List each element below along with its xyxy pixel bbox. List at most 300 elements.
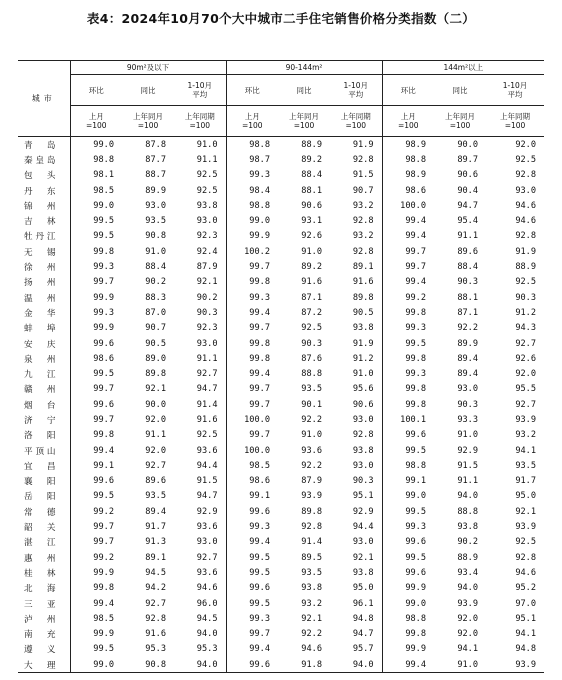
index-value: 99.4 <box>70 443 122 458</box>
index-value: 90.2 <box>457 537 479 548</box>
city-name: 泉州 <box>24 354 56 365</box>
index-value: 94.6 <box>196 583 218 594</box>
index-value: 93.8 <box>352 445 374 456</box>
index-value: 89.7 <box>457 154 479 165</box>
index-value: 95.0 <box>515 491 537 502</box>
index-value: 91.0 <box>457 430 479 441</box>
index-value: 87.8 <box>145 139 166 150</box>
index-value: 99.7 <box>226 428 278 443</box>
index-value: 92.5 <box>196 170 218 181</box>
index-value: 89.1 <box>352 262 374 273</box>
index-value: 99.4 <box>226 642 278 657</box>
header-row-bases <box>18 106 544 137</box>
index-value: 99.7 <box>70 519 122 534</box>
index-value: 99.6 <box>382 428 434 443</box>
table-row <box>18 229 544 244</box>
index-value: 88.4 <box>457 262 479 273</box>
index-value: 93.8 <box>301 583 322 594</box>
index-value: 92.0 <box>515 139 537 150</box>
index-value: 92.7 <box>515 338 537 349</box>
index-value: 99.2 <box>382 290 434 305</box>
city-name: 平顶山 <box>24 446 56 457</box>
city-name: 温州 <box>24 293 56 304</box>
prev-month-base: 上月 =100 <box>70 106 122 137</box>
index-value: 93.8 <box>352 567 374 578</box>
index-value: 99.4 <box>70 596 122 611</box>
index-value: 99.7 <box>70 275 122 290</box>
index-value: 99.0 <box>70 137 122 153</box>
index-value: 99.2 <box>70 504 122 519</box>
index-value: 92.8 <box>515 231 537 242</box>
index-value: 92.8 <box>352 216 374 227</box>
index-value: 91.7 <box>145 522 166 533</box>
index-value: 92.8 <box>352 246 374 257</box>
index-value: 87.6 <box>301 353 322 364</box>
index-value: 88.8 <box>301 369 322 380</box>
ytd-avg-header: 1-10月 平均 <box>330 75 382 106</box>
city-name: 吉林 <box>24 217 56 228</box>
index-value: 92.5 <box>196 430 218 441</box>
table-row <box>18 443 544 458</box>
index-value: 93.9 <box>301 491 322 502</box>
index-value: 87.9 <box>301 476 322 487</box>
index-value: 99.8 <box>382 351 434 366</box>
index-value: 90.3 <box>301 338 322 349</box>
prev-year-period-base: 上年同期 =100 <box>174 106 226 137</box>
index-value: 89.2 <box>301 154 322 165</box>
index-value: 96.0 <box>196 598 218 609</box>
index-value: 90.7 <box>145 323 166 334</box>
index-value: 99.0 <box>70 657 122 673</box>
index-value: 91.8 <box>278 657 330 673</box>
index-value: 91.4 <box>301 537 322 548</box>
index-value: 90.1 <box>301 399 322 410</box>
prev-year-month-base: 上年同月 =100 <box>122 106 174 137</box>
index-value: 98.6 <box>70 351 122 366</box>
city-name: 牡丹江 <box>24 232 56 243</box>
city-name: 泸州 <box>24 614 56 625</box>
index-value: 91.9 <box>352 338 374 349</box>
index-value: 93.5 <box>301 567 322 578</box>
index-value: 94.2 <box>145 583 166 594</box>
table-row <box>18 657 544 673</box>
index-value: 99.0 <box>226 213 278 228</box>
index-value: 91.7 <box>515 476 537 487</box>
group-header-large: 144m²以上 <box>382 61 544 75</box>
city-name: 秦皇岛 <box>24 155 56 166</box>
group-header-small: 90m²及以下 <box>70 61 226 75</box>
index-value: 92.0 <box>457 629 479 640</box>
table-row <box>18 535 544 550</box>
index-value: 99.4 <box>226 305 278 320</box>
ytd-avg-header: 1-10月 平均 <box>174 75 226 106</box>
city-name: 湛江 <box>24 538 56 549</box>
index-value: 99.7 <box>382 244 434 259</box>
index-value: 92.1 <box>515 506 537 517</box>
table-row <box>18 581 544 596</box>
index-value: 91.0 <box>352 369 374 380</box>
table-row <box>18 596 544 611</box>
index-value: 99.7 <box>70 412 122 427</box>
index-value: 95.3 <box>145 644 166 655</box>
index-value: 99.9 <box>70 565 122 580</box>
index-value: 92.2 <box>301 629 322 640</box>
index-value: 94.5 <box>196 613 218 624</box>
city-name: 九江 <box>24 370 56 381</box>
index-value: 93.6 <box>196 567 218 578</box>
city-name: 赣州 <box>24 385 56 396</box>
city-name: 惠州 <box>24 553 56 564</box>
index-value: 90.0 <box>145 399 166 410</box>
index-value: 99.8 <box>70 581 122 596</box>
index-value: 94.1 <box>515 629 537 640</box>
index-value: 99.4 <box>226 535 278 550</box>
prev-year-month-base: 上年同月 =100 <box>434 106 486 137</box>
index-value: 93.0 <box>352 460 374 471</box>
index-value: 93.5 <box>145 216 166 227</box>
index-value: 89.1 <box>145 552 166 563</box>
index-value: 99.7 <box>70 382 122 397</box>
index-value: 100.0 <box>226 443 278 458</box>
group-header-medium: 90-144m² <box>226 61 382 75</box>
index-value: 99.4 <box>382 213 434 228</box>
index-value: 93.8 <box>457 522 479 533</box>
table-row <box>18 550 544 565</box>
table-row <box>18 382 544 397</box>
index-value: 99.7 <box>382 259 434 274</box>
index-value: 92.1 <box>352 552 374 563</box>
index-value: 93.5 <box>515 460 537 471</box>
index-value: 93.0 <box>196 338 218 349</box>
index-value: 92.8 <box>301 522 322 533</box>
index-value: 90.3 <box>515 292 537 303</box>
index-value: 93.0 <box>457 384 479 395</box>
index-value: 98.7 <box>226 152 278 167</box>
index-value: 100.0 <box>226 412 278 427</box>
index-value: 88.3 <box>145 292 166 303</box>
index-value: 91.6 <box>301 277 322 288</box>
index-value: 87.7 <box>145 154 166 165</box>
index-value: 88.9 <box>301 139 322 150</box>
city-name: 韶关 <box>24 523 56 534</box>
index-value: 99.9 <box>382 581 434 596</box>
index-value: 92.0 <box>145 445 166 456</box>
index-value: 89.2 <box>301 262 322 273</box>
index-value: 90.0 <box>457 139 479 150</box>
index-value: 88.8 <box>457 506 479 517</box>
index-value: 94.6 <box>515 216 537 227</box>
index-value: 91.5 <box>352 170 374 181</box>
index-value: 93.8 <box>352 323 374 334</box>
index-value: 90.3 <box>457 399 479 410</box>
table-row <box>18 627 544 642</box>
index-value: 99.6 <box>226 657 278 673</box>
city-name: 安庆 <box>24 339 56 350</box>
index-value: 99.7 <box>226 259 278 274</box>
index-value: 99.9 <box>70 321 122 336</box>
index-value: 92.0 <box>145 414 166 425</box>
index-value: 88.9 <box>515 262 537 273</box>
index-value: 91.1 <box>457 231 479 242</box>
index-value: 94.6 <box>515 200 537 211</box>
index-value: 99.1 <box>226 489 278 504</box>
mom-header: 环比 <box>226 75 278 106</box>
index-value: 92.8 <box>145 613 166 624</box>
index-value: 99.6 <box>70 474 122 489</box>
index-value: 89.9 <box>145 185 166 196</box>
index-value: 92.0 <box>457 613 479 624</box>
index-value: 99.0 <box>70 198 122 213</box>
header-row-metrics <box>18 75 544 106</box>
index-value: 99.8 <box>382 382 434 397</box>
index-value: 93.6 <box>301 445 322 456</box>
index-value: 90.3 <box>196 307 218 318</box>
index-value: 98.8 <box>226 137 278 153</box>
index-value: 94.5 <box>145 567 166 578</box>
index-value: 97.0 <box>515 598 537 609</box>
index-value: 94.8 <box>515 644 537 655</box>
index-value: 98.9 <box>382 137 434 153</box>
index-value: 89.4 <box>145 506 166 517</box>
city-name: 常德 <box>24 507 56 518</box>
prev-year-period-base: 上年同期 =100 <box>330 106 382 137</box>
index-value: 94.8 <box>352 613 374 624</box>
index-value: 93.0 <box>352 537 374 548</box>
index-value: 99.5 <box>382 504 434 519</box>
city-name: 丹东 <box>24 186 56 197</box>
index-value: 91.2 <box>352 353 374 364</box>
table-row <box>18 397 544 412</box>
index-value: 92.1 <box>301 613 322 624</box>
index-value: 90.5 <box>145 338 166 349</box>
index-value: 100.0 <box>382 198 434 213</box>
index-value: 98.1 <box>70 168 122 183</box>
index-value: 99.8 <box>70 244 122 259</box>
city-name: 烟台 <box>24 400 56 411</box>
city-name: 岳阳 <box>24 492 56 503</box>
index-value: 94.0 <box>457 491 479 502</box>
table-row <box>18 351 544 366</box>
index-value: 98.9 <box>382 168 434 183</box>
index-value: 94.7 <box>196 384 218 395</box>
index-value: 93.9 <box>486 657 544 673</box>
index-value: 93.0 <box>145 200 166 211</box>
index-value: 89.5 <box>301 552 322 563</box>
city-name: 洛阳 <box>24 431 56 442</box>
index-value: 98.8 <box>382 611 434 626</box>
index-value: 87.9 <box>196 262 218 273</box>
index-value: 91.0 <box>301 430 322 441</box>
table-row <box>18 152 544 167</box>
index-value: 99.7 <box>226 382 278 397</box>
table-row <box>18 474 544 489</box>
index-value: 99.5 <box>70 642 122 657</box>
index-value: 92.1 <box>145 384 166 395</box>
yoy-header: 同比 <box>122 75 174 106</box>
index-value: 90.6 <box>457 170 479 181</box>
index-value: 99.2 <box>70 550 122 565</box>
index-value: 89.4 <box>457 353 479 364</box>
index-value: 89.6 <box>145 476 166 487</box>
index-value: 99.4 <box>382 657 434 673</box>
index-value: 95.1 <box>515 613 537 624</box>
index-value: 93.0 <box>196 537 218 548</box>
index-value: 99.5 <box>70 366 122 381</box>
index-value: 99.9 <box>226 229 278 244</box>
index-value: 88.4 <box>145 262 166 273</box>
index-value: 90.2 <box>196 292 218 303</box>
index-value: 91.6 <box>196 414 218 425</box>
index-value: 95.3 <box>196 644 218 655</box>
table-row <box>18 642 544 657</box>
index-value: 88.9 <box>457 552 479 563</box>
index-value: 90.7 <box>352 185 374 196</box>
index-value: 89.6 <box>457 246 479 257</box>
index-value: 98.8 <box>382 152 434 167</box>
index-value: 99.1 <box>382 474 434 489</box>
index-value: 98.5 <box>70 183 122 198</box>
index-value: 98.5 <box>70 611 122 626</box>
index-value: 92.2 <box>301 414 322 425</box>
index-value: 90.3 <box>352 476 374 487</box>
city-name: 遵义 <box>24 645 56 656</box>
city-name: 襄阳 <box>24 477 56 488</box>
table-row <box>18 519 544 534</box>
header-row-groups <box>18 61 544 75</box>
index-value: 89.9 <box>457 338 479 349</box>
table-row <box>18 611 544 626</box>
index-value: 94.4 <box>352 522 374 533</box>
table-row <box>18 366 544 381</box>
index-value: 99.8 <box>382 627 434 642</box>
index-value: 99.3 <box>382 321 434 336</box>
index-value: 92.8 <box>515 170 537 181</box>
index-value: 99.4 <box>382 229 434 244</box>
table-row <box>18 198 544 213</box>
city-name: 南充 <box>24 630 56 641</box>
index-value: 99.5 <box>70 489 122 504</box>
prev-year-period-base: 上年同期 =100 <box>486 106 544 137</box>
table-row <box>18 290 544 305</box>
index-value: 90.8 <box>145 231 166 242</box>
table-row <box>18 489 544 504</box>
index-value: 93.5 <box>301 384 322 395</box>
table-row <box>18 504 544 519</box>
index-value: 96.1 <box>352 598 374 609</box>
index-value: 99.6 <box>70 397 122 412</box>
index-value: 93.9 <box>515 414 537 425</box>
index-value: 94.0 <box>457 583 479 594</box>
index-value: 91.6 <box>352 277 374 288</box>
index-value: 88.7 <box>145 170 166 181</box>
index-value: 91.9 <box>515 246 537 257</box>
index-value: 91.1 <box>196 353 218 364</box>
city-name: 徐州 <box>24 263 56 274</box>
index-value: 99.1 <box>70 458 122 473</box>
city-column-header: 城市 <box>18 61 70 137</box>
index-value: 87.1 <box>457 307 479 318</box>
index-value: 91.5 <box>457 460 479 471</box>
index-value: 99.9 <box>70 627 122 642</box>
index-value: 99.5 <box>70 229 122 244</box>
index-value: 99.8 <box>226 275 278 290</box>
yoy-header: 同比 <box>278 75 330 106</box>
price-index-table <box>18 60 544 673</box>
table-row <box>18 458 544 473</box>
index-value: 94.4 <box>196 460 218 471</box>
index-value: 92.3 <box>196 323 218 334</box>
index-value: 91.4 <box>196 399 218 410</box>
table-row <box>18 412 544 427</box>
city-name: 济宁 <box>24 415 56 426</box>
index-value: 91.0 <box>301 246 322 257</box>
yoy-header: 同比 <box>434 75 486 106</box>
index-value: 95.1 <box>352 491 374 502</box>
index-value: 100.2 <box>226 244 278 259</box>
index-value: 89.0 <box>145 353 166 364</box>
index-value: 91.0 <box>145 246 166 257</box>
index-value: 100.1 <box>382 412 434 427</box>
table-row <box>18 565 544 580</box>
index-value: 94.6 <box>515 567 537 578</box>
index-value: 99.3 <box>226 168 278 183</box>
index-value: 99.6 <box>382 565 434 580</box>
index-value: 93.2 <box>352 231 374 242</box>
index-value: 93.2 <box>352 200 374 211</box>
index-value: 99.3 <box>226 611 278 626</box>
city-name: 金华 <box>24 308 56 319</box>
city-name: 无锡 <box>24 247 56 258</box>
index-value: 92.9 <box>457 445 479 456</box>
index-value: 98.8 <box>70 152 122 167</box>
index-value: 93.2 <box>515 430 537 441</box>
index-value: 91.0 <box>196 139 218 150</box>
index-value: 99.3 <box>382 366 434 381</box>
index-value: 95.2 <box>515 583 537 594</box>
index-value: 93.8 <box>196 200 218 211</box>
mom-header: 环比 <box>382 75 434 106</box>
index-value: 87.1 <box>301 292 322 303</box>
index-value: 93.6 <box>196 522 218 533</box>
index-value: 99.7 <box>226 321 278 336</box>
mom-header: 环比 <box>70 75 122 106</box>
index-value: 94.6 <box>301 644 322 655</box>
index-value: 87.2 <box>301 307 322 318</box>
index-value: 93.5 <box>145 491 166 502</box>
index-value: 90.6 <box>352 399 374 410</box>
index-value: 93.4 <box>457 567 479 578</box>
index-value: 92.1 <box>196 277 218 288</box>
index-value: 89.4 <box>457 369 479 380</box>
index-value: 91.6 <box>145 629 166 640</box>
index-value: 92.2 <box>301 460 322 471</box>
index-value: 95.0 <box>352 583 374 594</box>
index-value: 92.4 <box>196 246 218 257</box>
table-row <box>18 336 544 351</box>
index-value: 89.8 <box>301 506 322 517</box>
index-value: 93.1 <box>301 216 322 227</box>
city-name: 三亚 <box>24 599 56 610</box>
index-value: 92.7 <box>196 369 218 380</box>
index-value: 99.6 <box>382 535 434 550</box>
index-value: 92.5 <box>515 277 537 288</box>
index-value: 94.7 <box>196 491 218 502</box>
index-value: 99.9 <box>382 642 434 657</box>
city-name: 蚌埠 <box>24 324 56 335</box>
index-value: 99.5 <box>226 565 278 580</box>
index-value: 92.9 <box>196 506 218 517</box>
table-row <box>18 259 544 274</box>
